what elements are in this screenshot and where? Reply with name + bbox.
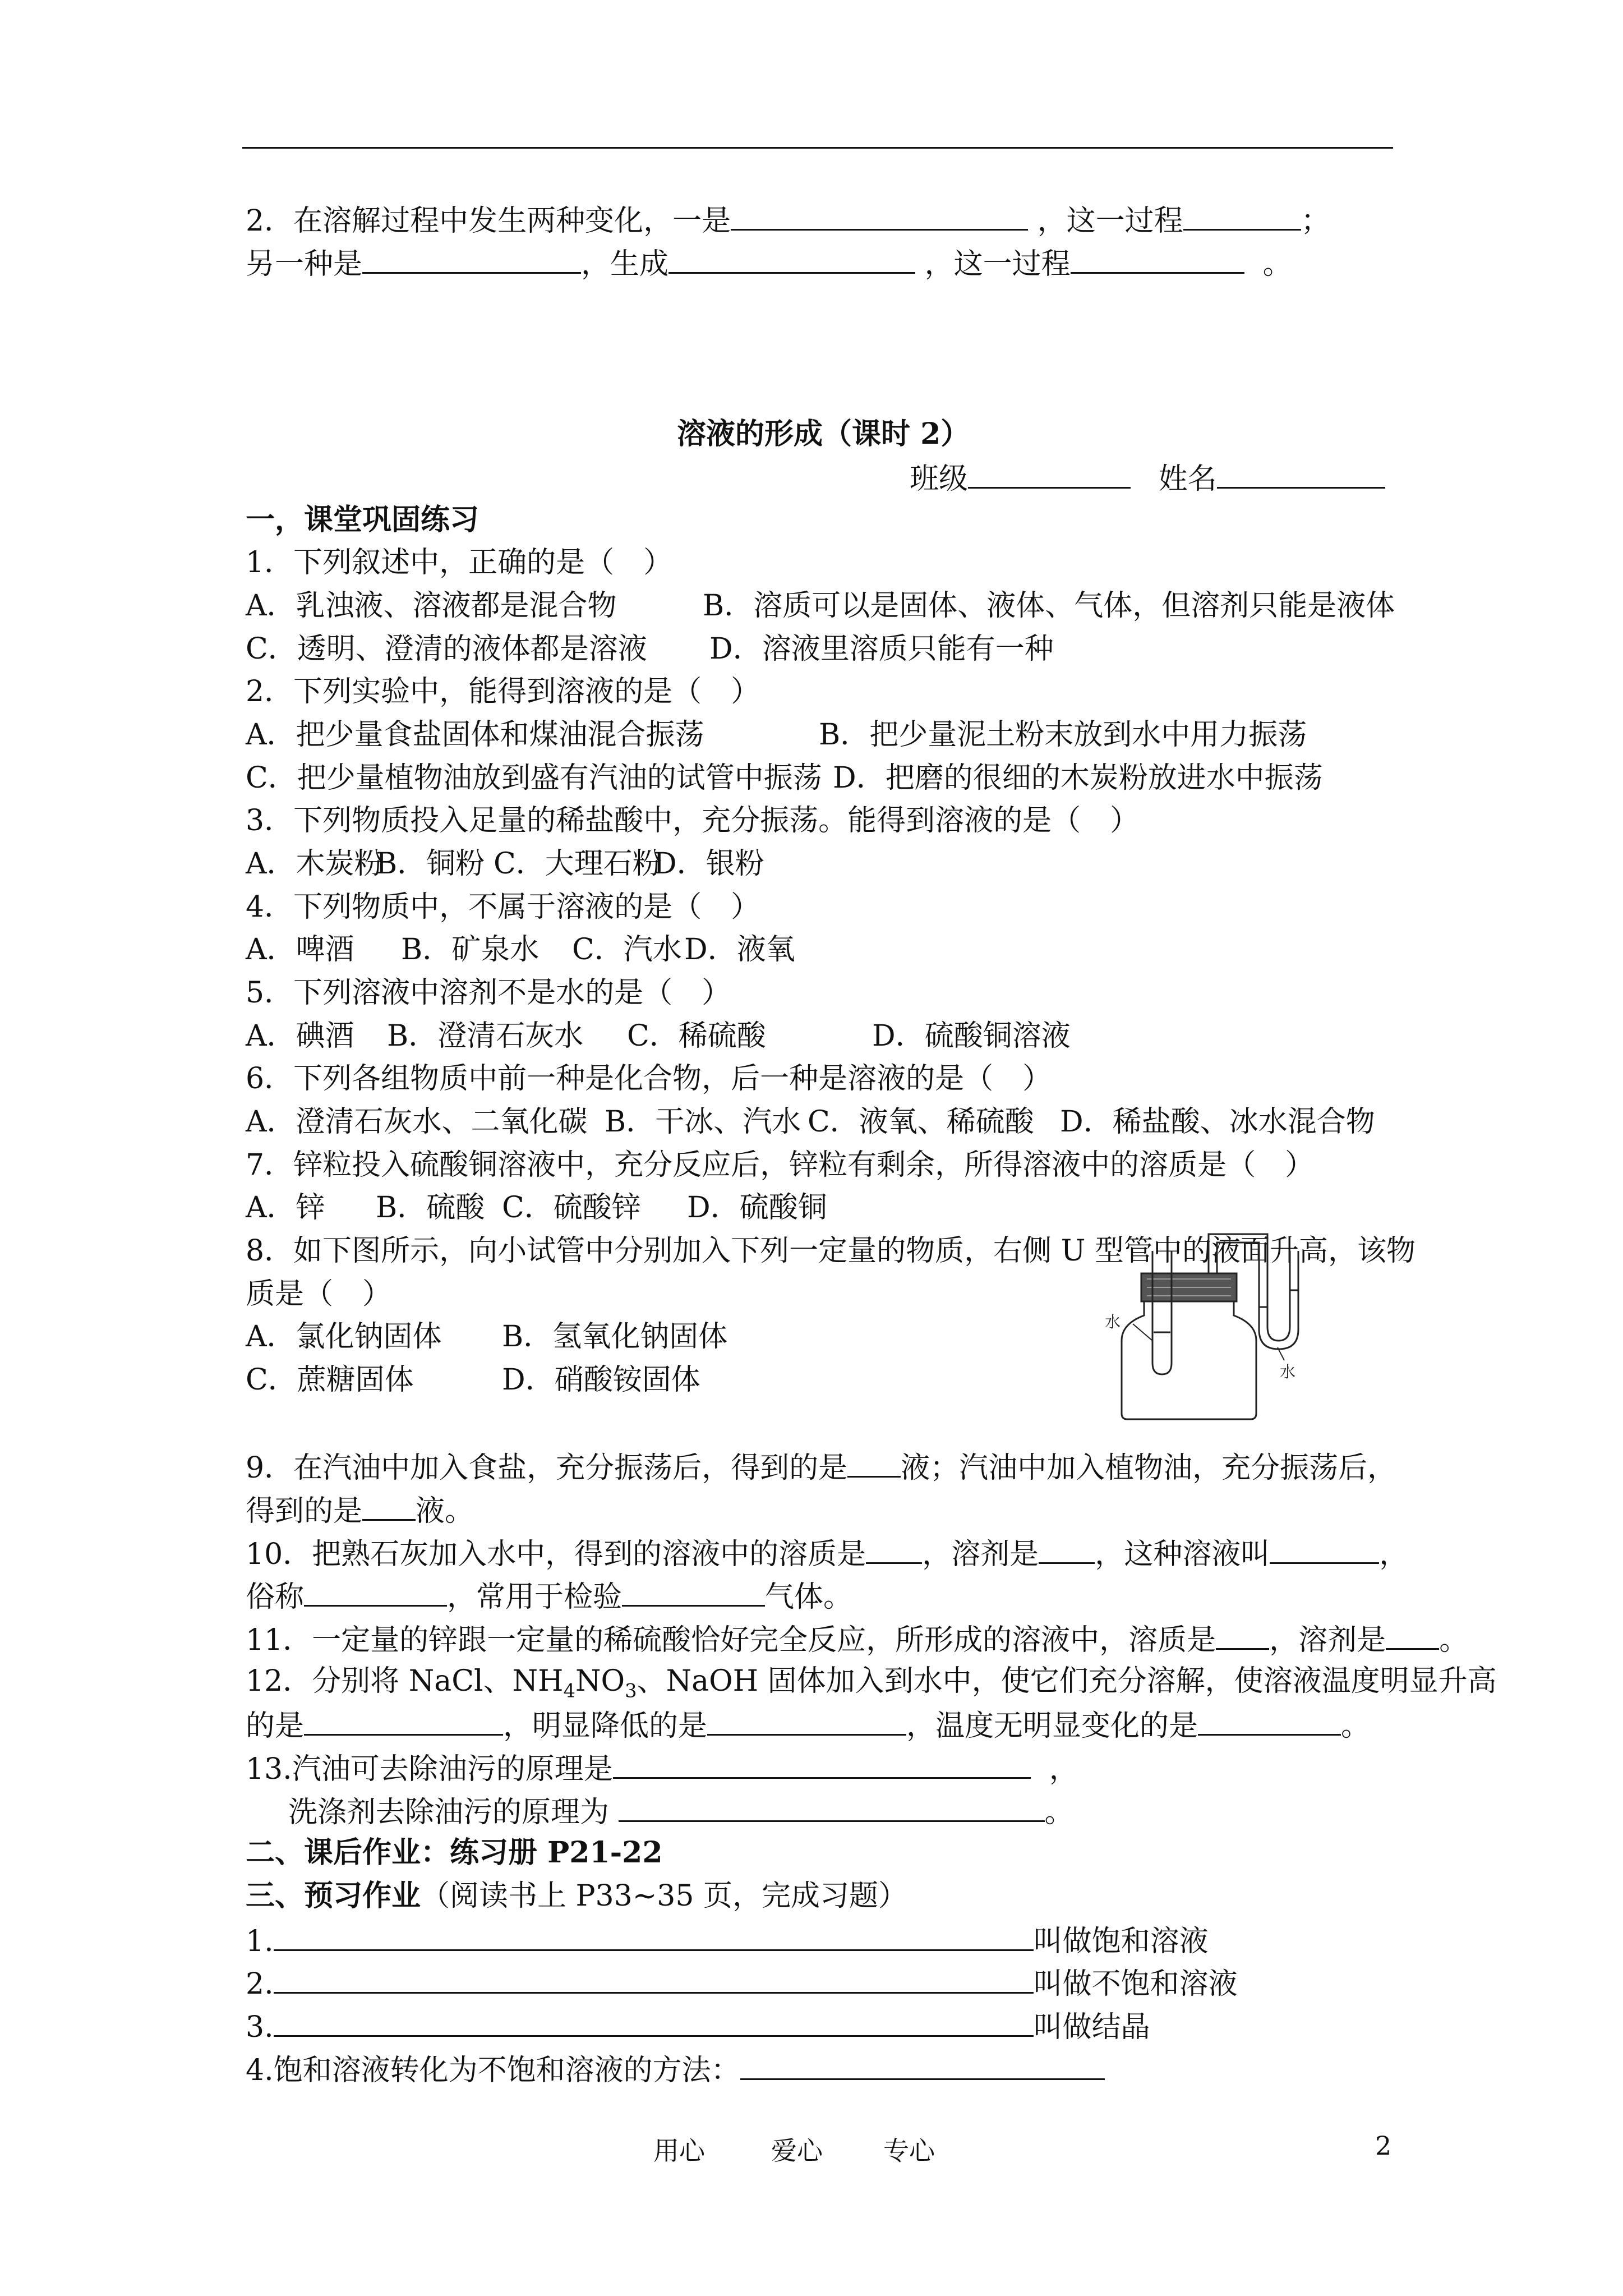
page-title: 溶液的形成（课时 2） bbox=[677, 417, 970, 451]
option: C．硫酸锌 bbox=[502, 1191, 641, 1225]
option: B．把少量泥土粉末放到水中用力振荡 bbox=[819, 718, 1307, 752]
option: B．硫酸 bbox=[376, 1191, 485, 1225]
blank[interactable] bbox=[274, 2008, 1034, 2037]
name-label: 姓名 bbox=[1158, 462, 1217, 496]
blank[interactable] bbox=[1039, 1535, 1095, 1564]
option: C．把少量植物油放到盛有汽油的试管中振荡 bbox=[246, 761, 822, 795]
option: A．啤酒 bbox=[246, 933, 354, 967]
blank[interactable] bbox=[1071, 245, 1244, 274]
footer-item: 用心 bbox=[653, 2136, 705, 2166]
blank[interactable] bbox=[731, 202, 1028, 231]
blank[interactable] bbox=[619, 1793, 1045, 1822]
question-stem: 4．下列物质中，不属于溶液的是（ ） bbox=[246, 890, 760, 924]
class-label: 班级 bbox=[910, 462, 969, 496]
figure-label-water-right: 水 bbox=[1280, 1363, 1296, 1381]
q2-line2: 另一种是 ，生成 ，这一过程 。 bbox=[246, 245, 1292, 281]
question-stem: 1．下列叙述中，正确的是（ ） bbox=[246, 546, 673, 579]
blank[interactable] bbox=[362, 1492, 416, 1521]
option: D．溶液里溶质只能有一种 bbox=[709, 632, 1054, 666]
option: D．硫酸铜溶液 bbox=[872, 1019, 1071, 1053]
preview-item: 4.饱和溶液转化为不饱和溶液的方法： bbox=[246, 2051, 1105, 2087]
blank[interactable] bbox=[707, 1707, 906, 1736]
blank[interactable] bbox=[613, 1750, 1031, 1779]
preview-item: 3. 叫做结晶 bbox=[246, 2008, 1150, 2044]
option: C．蔗糖固体 bbox=[246, 1363, 414, 1397]
blank[interactable] bbox=[847, 1449, 901, 1478]
option: C．大理石粉 bbox=[494, 847, 662, 881]
class-name-row bbox=[910, 460, 1385, 496]
blank[interactable] bbox=[274, 1965, 1034, 1994]
option: D．液氧 bbox=[684, 933, 795, 967]
option: D．稀盐酸、冰水混合物 bbox=[1060, 1105, 1375, 1139]
option: D．银粉 bbox=[653, 847, 764, 881]
option: C．液氧、稀硫酸 bbox=[808, 1105, 1034, 1139]
figure-label-water-left: 水 bbox=[1105, 1313, 1121, 1331]
blank[interactable] bbox=[740, 2051, 1105, 2080]
q13-line1: 13.汽油可去除油污的原理是 ， bbox=[246, 1750, 1078, 1786]
blank[interactable] bbox=[362, 245, 581, 274]
q10-line2: 俗称 ，常用于检验 气体。 bbox=[246, 1578, 852, 1614]
preview-item: 2. 叫做不饱和溶液 bbox=[246, 1965, 1238, 2001]
option: A．氯化钠固体 bbox=[246, 1320, 442, 1354]
header-rule bbox=[242, 147, 1393, 149]
apparatus-figure bbox=[1099, 1217, 1335, 1430]
option: A．把少量食盐固体和煤油混合振荡 bbox=[246, 718, 704, 752]
option: D．硝酸铵固体 bbox=[502, 1363, 700, 1397]
option: B．矿泉水 bbox=[401, 933, 540, 967]
option: C．汽水 bbox=[572, 933, 682, 967]
q11: 11．一定量的锌跟一定量的稀硫酸恰好完全反应，所形成的溶液中，溶质是 ，溶剂是 。 bbox=[246, 1621, 1468, 1657]
footer-item: 专心 bbox=[883, 2136, 935, 2166]
q12-line1: 12．分别将 NaCl、$NH_4NO_3$、NaOH 固体加入到水中，使它们充分溶解，使溶液温度明显升高 bbox=[246, 1664, 1497, 1702]
question-stem: 3．下列物质投入足量的稀盐酸中，充分振荡。能得到溶液的是（ ） bbox=[246, 804, 1140, 838]
blank[interactable] bbox=[1386, 1621, 1439, 1650]
q13-line2: 洗涤剂去除油污的原理为 。 bbox=[288, 1793, 1074, 1829]
question-stem: 5．下列溶液中溶剂不是水的是（ ） bbox=[246, 976, 731, 1010]
option: A．乳浊液、溶液都是混合物 bbox=[246, 589, 617, 623]
option: A．木炭粉 bbox=[246, 847, 384, 881]
blank[interactable] bbox=[1183, 202, 1301, 231]
option: B．澄清石灰水 bbox=[387, 1019, 584, 1053]
section-heading: 三、预习作业（阅读书上 P33~35 页，完成习题） bbox=[246, 1879, 907, 1913]
option: D．把磨的很细的木炭粉放进水中振荡 bbox=[833, 761, 1323, 795]
option: B．干冰、汽水 bbox=[605, 1105, 801, 1139]
question-stem: 7．锌粒投入硫酸铜溶液中，充分反应后，锌粒有剩余，所得溶液中的溶质是（ ） bbox=[246, 1148, 1315, 1182]
section-heading: 一，课堂巩固练习 bbox=[246, 503, 479, 537]
blank[interactable] bbox=[304, 1578, 447, 1607]
section-heading: 二、课后作业：练习册 P21-22 bbox=[246, 1835, 663, 1870]
footer-item: 爱心 bbox=[771, 2136, 823, 2166]
option: A．碘酒 bbox=[246, 1019, 354, 1053]
question-stem: 2．下列实验中，能得到溶液的是（ ） bbox=[246, 675, 760, 708]
preview-item: 1. 叫做饱和溶液 bbox=[246, 1922, 1209, 1958]
q9-line1: 9．在汽油中加入食盐，充分振荡后，得到的是 液；汽油中加入植物油，充分振荡后， bbox=[246, 1449, 1396, 1485]
q10-line1: 10．把熟石灰加入水中，得到的溶液中的溶质是 ，溶剂是 ，这种溶液叫 ， bbox=[246, 1535, 1408, 1571]
q9-line2: 得到的是 液。 bbox=[246, 1492, 474, 1528]
question-stem: 8．如下图所示，向小试管中分别加入下列一定量的物质，右侧 U 型管中的液面升高，该物 bbox=[246, 1234, 1415, 1268]
blank[interactable] bbox=[668, 245, 915, 274]
option: B．溶质可以是固体、液体、气体，但溶剂只能是液体 bbox=[703, 589, 1395, 623]
blank[interactable] bbox=[1216, 1621, 1269, 1650]
blank[interactable] bbox=[1270, 1535, 1379, 1564]
name-blank[interactable] bbox=[1217, 460, 1385, 489]
page-number: 2 bbox=[1375, 2131, 1392, 2161]
q2-line1: 2．在溶解过程中发生两种变化，一是 ，这一过程 ； bbox=[246, 202, 1330, 238]
q12-line2: 的是 ，明显降低的是 ，温度无明显变化的是 。 bbox=[246, 1707, 1370, 1743]
blank[interactable] bbox=[304, 1707, 503, 1736]
blank[interactable] bbox=[1198, 1707, 1341, 1736]
option: A．锌 bbox=[246, 1191, 325, 1225]
blank[interactable] bbox=[866, 1535, 922, 1564]
question-stem-cont: 质是（ ） bbox=[246, 1277, 392, 1311]
option: C．透明、澄清的液体都是溶液 bbox=[246, 632, 647, 666]
option: D．硫酸铜 bbox=[687, 1191, 827, 1225]
option: A．澄清石灰水、二氧化碳 bbox=[246, 1105, 588, 1139]
question-stem: 6．下列各组物质中前一种是化合物，后一种是溶液的是（ ） bbox=[246, 1062, 1052, 1096]
option: C．稀硫酸 bbox=[627, 1019, 766, 1053]
blank[interactable] bbox=[622, 1578, 765, 1607]
class-blank[interactable] bbox=[968, 460, 1131, 489]
option: B．氢氧化钠固体 bbox=[502, 1320, 728, 1354]
blank[interactable] bbox=[274, 1922, 1034, 1951]
option: B．铜粉 bbox=[376, 847, 485, 881]
